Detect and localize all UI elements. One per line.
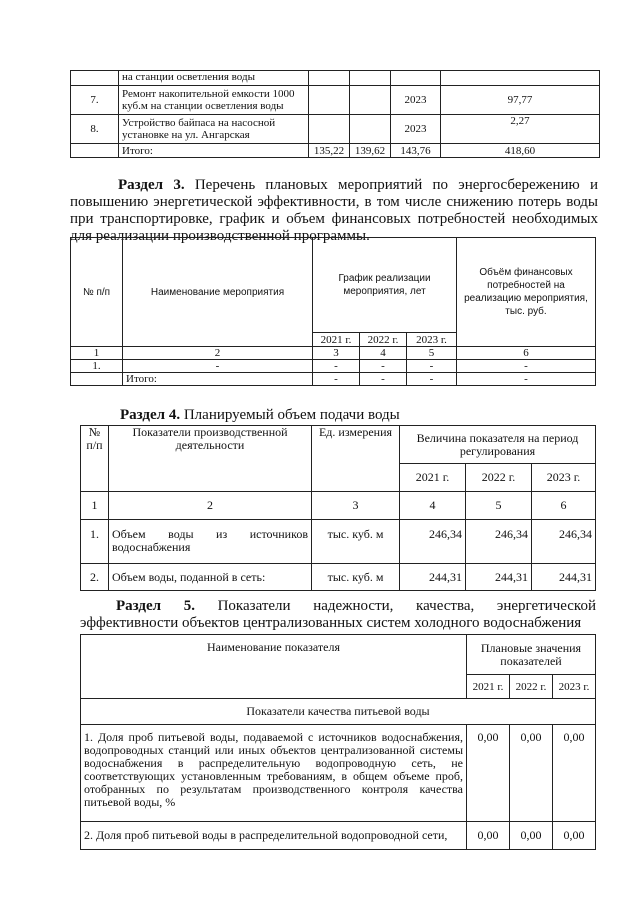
total-label: Итого: — [123, 373, 313, 386]
header-name: Наименование показателя — [81, 635, 467, 699]
table-row — [71, 71, 600, 86]
cell-value: 246,34 — [400, 520, 466, 564]
cell-unit: тыс. куб. м — [312, 564, 400, 591]
section-4-heading — [120, 407, 400, 424]
cell-name: Объем воды, поданной в сеть: — [109, 564, 312, 591]
cell-name: 2. Доля проб питьевой воды в распределительной водопроводной сети, — [81, 822, 467, 850]
cell-name: Объем воды из источников водоснабжения — [109, 520, 312, 564]
cell-value: 244,31 — [400, 564, 466, 591]
cell-value: 244,31 — [532, 564, 596, 591]
cell-num: 2. — [81, 564, 109, 591]
table-group-row — [81, 699, 596, 725]
section-3-text: Перечень плановых мероприятий по энергосбережению и повышению энергетической эффективности, в том числе снижению потерь воды при транспортировке, график и объем финансовых потребностей необходимых для реализации производственной программы. — [70, 177, 599, 244]
table-index-row: 1 2 3 4 5 6 — [81, 492, 596, 520]
table-total-row: Итого: - - - - — [71, 373, 596, 386]
header-year: 2023 г. — [532, 464, 596, 492]
header-unit: Ед. измерения — [312, 426, 400, 492]
table-row — [81, 822, 596, 850]
cell-value: 0,00 — [467, 822, 510, 850]
cell-year: 2023 — [391, 115, 441, 144]
cell-name: 1. Доля проб питьевой воды, подаваемой с источников водоснабжения, водопроводных станций или иных объектов централизованной системы водоснабжения в распределительную водопроводную сеть, не соответствующих установленным требованиям, в общем объеме проб, отобранных по результатам производственного контроля качества питьевой воды, % — [81, 725, 467, 822]
table-water-supply — [80, 425, 596, 591]
table-row — [81, 564, 596, 591]
cell-value: 0,00 — [510, 725, 553, 822]
header-year: 2021 г. — [467, 675, 510, 699]
section-3-heading — [70, 177, 598, 245]
header-value: Величина показателя на период регулирования — [400, 426, 596, 464]
table-row — [71, 86, 600, 115]
cell-num: 7. — [71, 86, 119, 115]
cell-unit: тыс. куб. м — [312, 520, 400, 564]
cell-value: 0,00 — [553, 725, 596, 822]
cell-value: 244,31 — [466, 564, 532, 591]
section-4-label: Раздел 4. — [120, 407, 181, 423]
cell-name: на станции осветления воды — [119, 71, 309, 86]
cell-value: 0,00 — [553, 822, 596, 850]
cell-cost: 2,27 — [441, 115, 600, 144]
header-year: 2023 г. — [407, 333, 457, 347]
table-quality-indicators — [80, 634, 596, 850]
cell-value: 246,34 — [466, 520, 532, 564]
section-4-text: Планируемый объем подачи воды — [180, 407, 400, 423]
cell-cost: 97,77 — [441, 86, 600, 115]
cell-name: Ремонт накопительной емкости 1000 куб.м на станции осветления воды — [119, 86, 309, 115]
table-measures-continued — [70, 70, 600, 158]
cell-year: 2023 — [391, 86, 441, 115]
header-num: № п/п — [71, 238, 123, 347]
header-name: Наименование мероприятия — [123, 238, 313, 347]
group-label: Показатели качества питьевой воды — [81, 699, 596, 725]
header-num: № п/п — [81, 426, 109, 492]
header-year: 2022 г. — [466, 464, 532, 492]
table-row: 1. - - - - - — [71, 360, 596, 373]
table-energy-measures — [70, 237, 596, 386]
header-year: 2023 г. — [553, 675, 596, 699]
total-label: Итого: — [119, 144, 309, 158]
header-year: 2021 г. — [313, 333, 360, 347]
cell-value: 0,00 — [510, 822, 553, 850]
cell-value: 0,00 — [467, 725, 510, 822]
table-index-row: 1 2 3 4 5 6 — [71, 347, 596, 360]
header-year: 2021 г. — [400, 464, 466, 492]
section-5-text: Показатели надежности, качества, энергетической эффективности объектов централизованных систем холодного водоснабжения — [80, 598, 596, 631]
header-finance: Объём финансовых потребностей на реализацию мероприятия, тыс. руб. — [457, 238, 596, 347]
section-3-label: Раздел 3. — [118, 177, 185, 193]
section-5-heading — [80, 598, 596, 632]
table-row — [81, 520, 596, 564]
header-indicator: Показатели производственной деятельности — [109, 426, 312, 492]
cell-num: 8. — [71, 115, 119, 144]
table-row — [81, 725, 596, 822]
header-schedule: График реализации мероприятия, лет — [313, 238, 457, 333]
cell-value: 246,34 — [532, 520, 596, 564]
cell-name: Устройство байпаса на насосной установке на ул. Ангарская — [119, 115, 309, 144]
table-total-row: Итого: 135,22 139,62 143,76 418,60 — [71, 144, 600, 158]
header-year: 2022 г. — [360, 333, 407, 347]
header-planned: Плановые значения показателей — [467, 635, 596, 675]
table-row — [71, 115, 600, 144]
header-year: 2022 г. — [510, 675, 553, 699]
section-5-label: Раздел 5. — [116, 598, 195, 614]
cell-num: 1. — [81, 520, 109, 564]
